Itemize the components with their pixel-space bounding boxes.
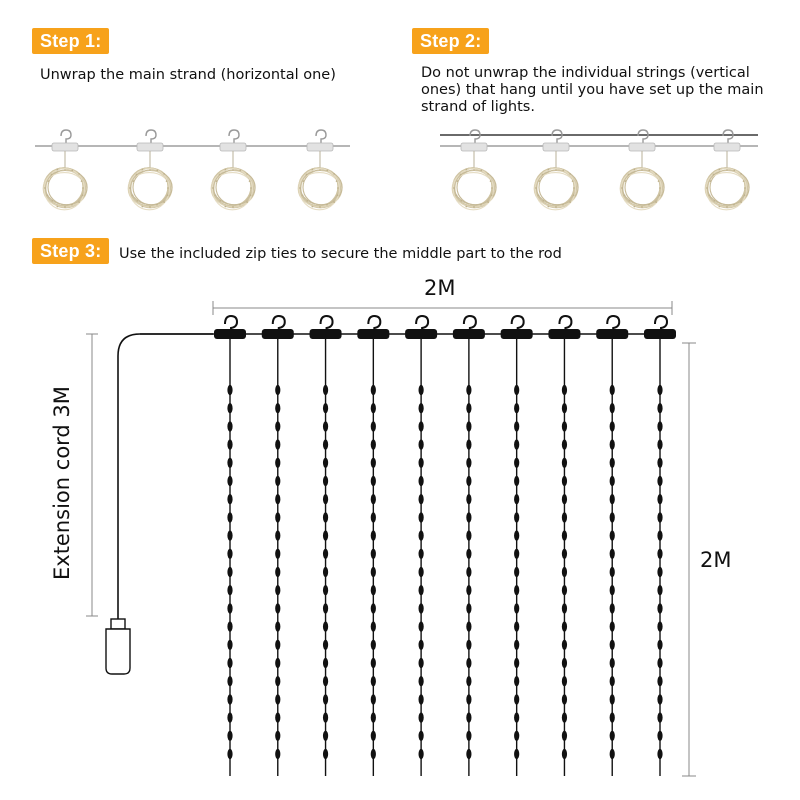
step-3-badge: Step 3:: [32, 238, 109, 264]
extension-cord-label: Extension cord 3M: [50, 386, 74, 580]
hanging-strand-8: [548, 316, 580, 776]
hanging-strand-7: [501, 316, 533, 776]
hanging-strand-6: [453, 316, 485, 776]
height-dimension-label: 2M: [700, 548, 732, 572]
hanging-strand-9: [596, 316, 628, 776]
step-2-coil-2: [534, 130, 578, 210]
cord-dimension-line: [86, 334, 98, 616]
step-3-text: Use the included zip ties to secure the middle part to the rod: [119, 246, 562, 262]
hanging-strand-2: [262, 316, 294, 776]
height-dimension-line: [682, 343, 696, 776]
step-2-badge: Step 2:: [412, 28, 489, 54]
step-1-coil-3: [211, 130, 255, 210]
hanging-strand-5: [405, 316, 437, 776]
width-dimension-line: [213, 301, 672, 315]
step-2-coils: [452, 130, 749, 210]
hanging-strand-1: [214, 316, 246, 776]
step-1-coils: [43, 130, 342, 210]
hanging-strands: [214, 316, 676, 776]
step-1-coil-2: [128, 130, 172, 210]
hanging-strand-4: [357, 316, 389, 776]
step-1-text: Unwrap the main strand (horizontal one): [40, 67, 336, 83]
step-1-coil-4: [298, 130, 342, 210]
width-dimension-label: 2M: [424, 276, 456, 300]
step-1-badge: Step 1:: [32, 28, 109, 54]
hanging-strand-3: [310, 316, 342, 776]
step-2-text-line-3: strand of lights.: [421, 99, 535, 115]
step-2-coil-1: [452, 130, 496, 210]
usb-plug-icon: [106, 619, 130, 674]
step-2-text-line-2: ones) that hang until you have set up the main: [421, 82, 764, 98]
step-2-text-line-1: Do not unwrap the individual strings (vertical: [421, 65, 750, 81]
step-1-coil-1: [43, 130, 87, 210]
hanging-strand-10: [644, 316, 676, 776]
step-2-coil-3: [620, 130, 664, 210]
extension-cord: [118, 334, 213, 620]
step-2-coil-4: [705, 130, 749, 210]
